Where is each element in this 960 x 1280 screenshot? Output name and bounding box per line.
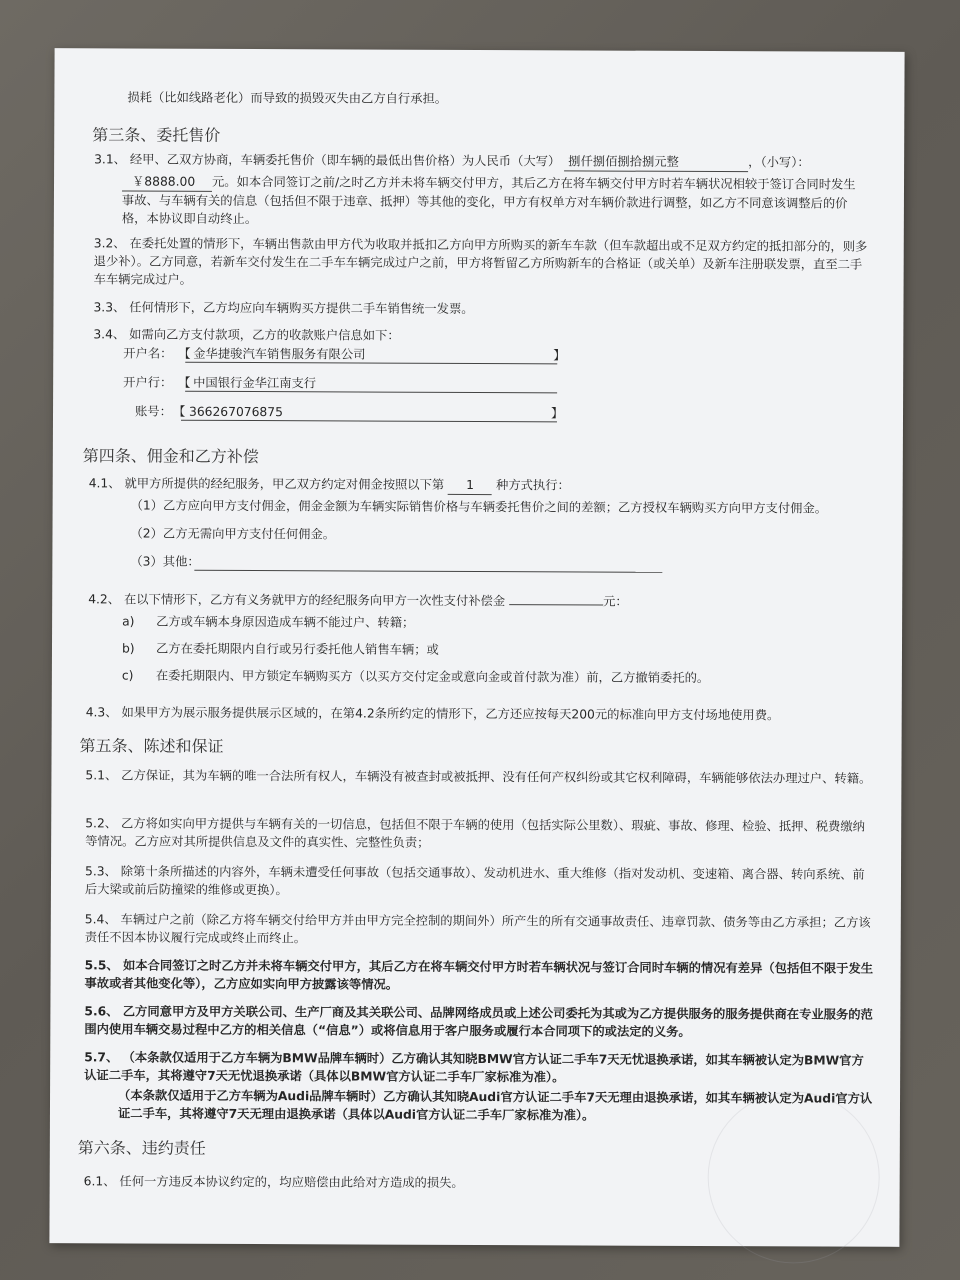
account-name-label: 开户名：: [123, 346, 173, 361]
clause-4-1-tail: 种方式执行：: [496, 478, 570, 493]
price-in-digits: ￥8888.00: [122, 172, 212, 191]
account-name-value: 金华捷骏汽车销售服务有限公司: [193, 346, 366, 362]
bracket-open-1: 【: [178, 346, 191, 361]
clause-4-2-lead: 4.2、 在以下情形下，乙方有义务就甲方的经纪服务向甲方一次性支付补偿金: [88, 592, 506, 609]
case-a-text: 乙方或车辆本身原因造成车辆不能过户、转籍；: [156, 614, 415, 630]
commission-option-choice: 1: [448, 476, 492, 495]
clause-4-1: [89, 474, 570, 495]
section-3-title: 第三条、委托售价: [92, 125, 221, 145]
commission-option-3: （3）其他：: [130, 554, 200, 569]
account-no-value: 366267076875: [188, 404, 283, 420]
account-name-underline: [185, 362, 557, 365]
account-no-underline: [181, 420, 557, 423]
continuation-line: 损耗（比如线路老化）而导致的损毁灭失由乙方自行承担。: [127, 90, 448, 106]
clause-3-1-intro: [94, 150, 810, 172]
clause-4-1-lead: 4.1、 就甲方所提供的经纪服务，甲乙双方约定对佣金按照以下第: [88, 476, 445, 492]
commission-option-2: （2）乙方无需向甲方支付任何佣金。: [130, 526, 336, 542]
clause-6-1: 6.1、 任何一方违反本协议约定的，均应赔偿由此给对方造成的损失。: [83, 1174, 464, 1190]
bracket-open-2: 【: [178, 375, 191, 390]
clause-5-1: 5.1、 乙方保证，其为车辆的唯一合法所有权人，车辆没有被查封或被抵押、没有任何产权纠纷或其它权利障碍，车辆能够依法办理过户、转籍。: [85, 768, 872, 786]
faint-seal-bleed: [707, 1091, 880, 1264]
contract-page: [49, 48, 904, 1247]
clause-4-2: [88, 590, 628, 610]
case-a-label: a): [122, 614, 135, 629]
case-c-text: 在委托期限内、甲方锁定车辆购买方（以买方交付定金或意向金或首付款为准）前，乙方撤销委托的。: [155, 668, 710, 686]
bracket-close-1: 】: [553, 348, 566, 363]
small-label: ，（小写）：: [748, 155, 810, 170]
clause-3-1-lead: 3.1、 经甲、乙双方协商，车辆委托售价（即车辆的最低出售价格）为人民币（大写）: [94, 152, 561, 169]
case-c-label: c): [121, 668, 134, 683]
clause-5-6: 5.6、 乙方同意甲方及甲方关联公司、生产厂商及其关联公司、品牌网络成员或上述公司委托为其或为乙方提供服务的服务提供商在专业服务的范围内使用车辆交易过程中乙方的相关信息（“信息”）或将信息用于客户服务或履行本合同项下的或法定的义务。: [84, 1004, 873, 1039]
bracket-open-3: 【: [172, 404, 186, 419]
clause-4-3: 4.3、 如果甲方为展示服务提供展示区域的，在第4.2条所约定的情形下，乙方还应按每天200元的标准向甲方支付场地使用费。: [85, 705, 780, 723]
clause-3-1-text: 元。如本合同签订之前/之时乙方并未将车辆交付甲方，其后乙方在将车辆交付甲方时若车辆状况相较于签订合同时发生事故、与车辆有关的信息（包括但不限于违章、抵押）等其他的变化，甲方有权单方对车辆价款进行调整，如乙方不同意该调整后的价格，本协议即自动终止。: [121, 174, 856, 227]
clause-3-1-body: [122, 172, 867, 230]
clause-5-7-audi: （本条款仅适用于乙方车辆为Audi品牌车辆时）乙方确认其知晓Audi官方认证二手车7天无理由退换承诺，如其车辆被认定为Audi官方认证二手车，其将遵守7天无理由退换承诺（具体以Audi官方认证二手车厂家标准为准）。: [117, 1088, 873, 1123]
section-6-title: 第六条、违约责任: [77, 1138, 206, 1158]
case-b-text: 乙方在委托期限内自行或另行委托他人销售车辆；或: [155, 641, 439, 657]
clause-3-4: 3.4、 如需向乙方支付款项，乙方的收款账户信息如下：: [93, 327, 400, 343]
clause-5-7-bmw: 5.7、 （本条款仅适用于乙方车辆为BMW品牌车辆时）乙方确认其知晓BMW官方认证二手车7天无忧退换承诺，如其车辆被认定为BMW官方认证二手车，其将遵守7天无忧退换承诺（具体以BMW官方认证二手车厂家标准为准）。: [84, 1050, 864, 1085]
price-in-words: 捌仟捌佰捌拾捌元整: [564, 152, 748, 172]
clause-5-2: 5.2、 乙方将如实向甲方提供与车辆有关的一切信息，包括但不限于车辆的使用（包括实际公里数）、瑕疵、事故、修理、检验、抵押、税费缴纳等情况。乙方应对其所提供信息及文件的真实性、完整性负责；: [85, 816, 865, 850]
clause-5-3: 5.3、 除第十条所描述的内容外，车辆未遭受任何事故（包括交通事故）、发动机进水、重大维修（指对发动机、变速箱、离合器、转向系统、前后大梁或前后防撞梁的维修或更换）。: [84, 864, 865, 898]
commission-option-1: （1）乙方应向甲方支付佣金，佣金金额为车辆实际销售价格与车辆委托售价之间的差额；乙方授权车辆购买方向甲方支付佣金。: [130, 498, 828, 516]
other-option-underline: [194, 570, 662, 573]
case-b-label: b): [121, 641, 135, 656]
clause-5-4: 5.4、 车辆过户之前（除乙方将车辆交付给甲方并由甲方完全控制的期间外）所产生的所有交通事故责任、违章罚款、债务等由乙方承担；乙方该责任不因本协议履行完成或终止而终止。: [84, 912, 871, 946]
clause-3-3: 3.3、 任何情形下，乙方均应向车辆购买方提供二手车销售统一发票。: [93, 300, 474, 316]
section-5-title: 第五条、陈述和保证: [79, 736, 224, 756]
bank-label: 开户行：: [123, 375, 173, 390]
bracket-close-3: 】: [550, 406, 564, 421]
account-no-label: 账号：: [134, 404, 172, 419]
bank-underline: [185, 391, 557, 394]
clause-3-2: 3.2、 在委托处置的情形下，车辆出售款由甲方代为收取并抵扣乙方向甲方所购买的新车车款（但车款超出或不足双方约定的抵扣部分的，则多退少补）。乙方同意，若新车交付发生在二手车车辆完成过户之前，甲方将暂留乙方所购新车的合格证（或关单）及新车注册联发票，直至二手车车辆完成过户。: [93, 236, 868, 287]
bank-value: 中国银行金华江南支行: [193, 375, 317, 391]
compensation-amount-blank: [509, 604, 603, 605]
clause-5-5: 5.5、 如本合同签订之时乙方并未将车辆交付甲方，其后乙方在将车辆交付甲方时若车辆状况与签订合同时车辆的情况有差异（包括但不限于发生事故或者其他变化等），乙方应如实向甲方披露该等情况。: [84, 958, 874, 992]
section-4-title: 第四条、佣金和乙方补偿: [82, 446, 259, 467]
clause-4-2-tail: 元：: [603, 594, 628, 609]
